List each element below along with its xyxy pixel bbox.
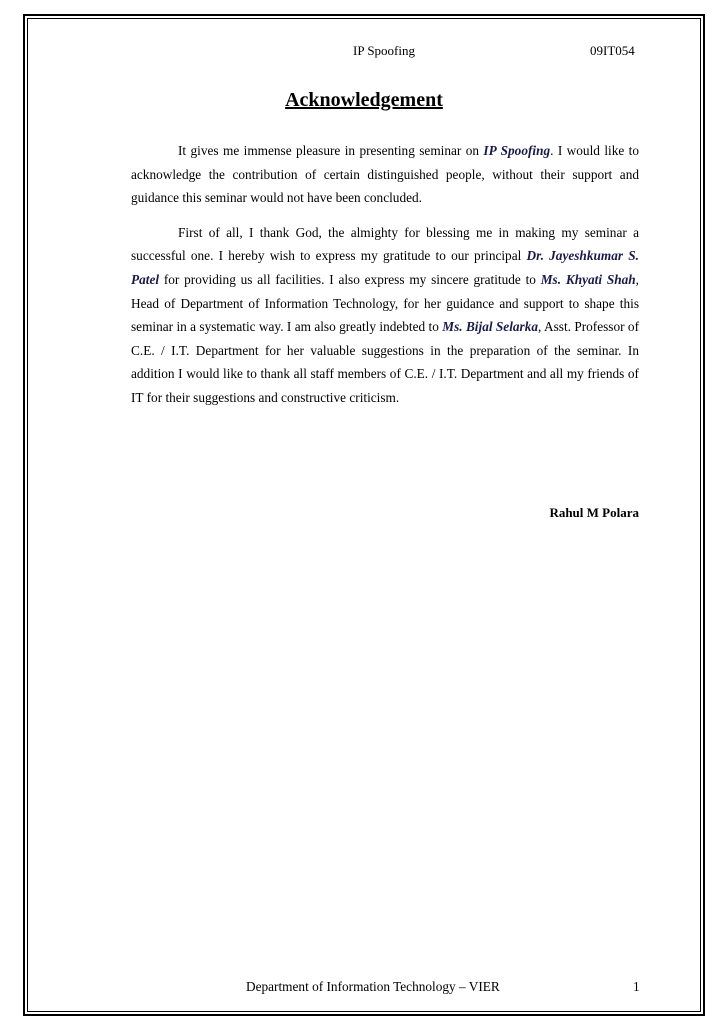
paragraph-text: First of all, I thank God, the almighty for blessing me in making my seminar a successful one. I hereby wish to express my gratitude to our principal [131,224,639,264]
footer-department: Department of Information Technology – VIER [246,979,500,994]
paragraph-text: for providing us all facilities. I also express my sincere gratitude to [159,271,541,287]
paragraph [131,221,639,410]
paragraph-text: . I would like to acknowledge the contribution of certain distinguished people, without their support and guidance this seminar would not have been concluded. [131,143,639,206]
signature: Rahul M Polara [549,505,639,520]
paragraph-text: , Head of Department of Information Technology, for her guidance and support to shape this seminar in a systematic way. I am also greatly indebted to [131,271,639,335]
header-id: 09IT054 [590,43,635,58]
emphasized-name: Ms. Khyati Shah [540,271,636,287]
emphasized-name: Dr. Jayeshkumar S. Patel [131,248,639,287]
paragraph [131,139,639,210]
emphasized-name: Ms. Bijal Selarka [442,319,539,335]
paragraph-text: It gives me immense pleasure in presenting seminar on [178,143,484,158]
emphasized-name: IP Spoofing [483,143,551,158]
header-title: IP Spoofing [353,43,415,58]
footer-page-number: 1 [633,979,640,994]
page-title: Acknowledgement [285,89,443,111]
paragraph-text: , Asst. Professor of C.E. / I.T. Department for her valuable suggestions in the preparation of the seminar. In addition I would like to thank all staff members of C.E. / I.T. Department and all my friends of IT for their suggestions and constructive criticism. [131,319,639,405]
body-text [131,139,639,421]
